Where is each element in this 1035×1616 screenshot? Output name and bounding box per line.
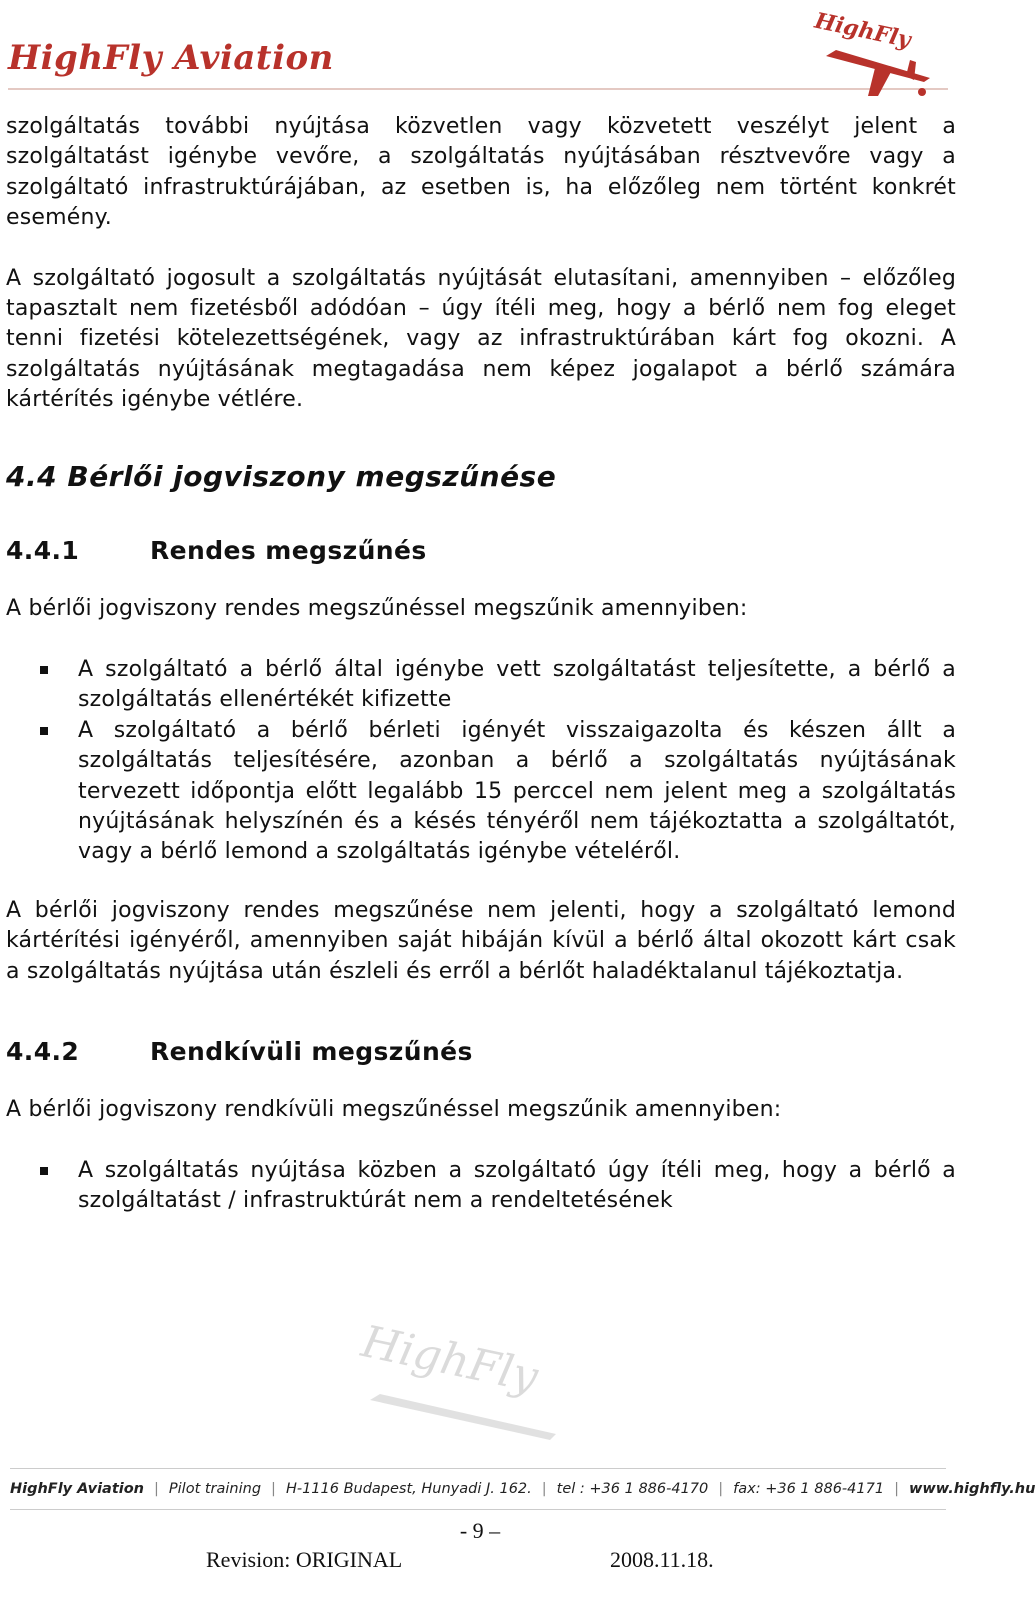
- footer-address: H-1116 Budapest, Hunyadi J. 162.: [285, 1481, 532, 1497]
- page-header: [0, 0, 960, 105]
- bullet-list: [6, 655, 956, 868]
- footer-fax: fax: +36 1 886-4171: [733, 1481, 885, 1497]
- subsection-number: 4.4.2: [6, 1036, 80, 1066]
- bullet-list: [6, 1156, 956, 1217]
- subsection-title: Rendes megszűnés: [150, 536, 427, 566]
- subsection-title: Rendkívüli megszűnés: [150, 1036, 473, 1066]
- paragraph: A szolgáltató jogosult a szolgáltatás nyújtását elutasítani, amennyiben – előzőleg tapasztalt nem fizetésből adódóan – úgy ítéli meg, hogy a bérlő nem fog eleget tenni fizetési kötelezettségének, vagy az infrastruktúrában kárt fog okozni. A szolgáltatás nyújtásának megtagadása nem képez jogalapot a bérlő számára kártérítés igénybe vétlére.: [6, 265, 956, 413]
- paragraph: A bérlői jogviszony rendes megszűnése nem jelenti, hogy a szolgáltató lemond kártérítési igényéről, amennyiben saját hibáján kívül a bérlő által okozott kárt csak a szolgáltatás nyújtása után észleli és erről a bérlőt haladéktalanul tájékoztatja.: [6, 897, 956, 984]
- list-item: [6, 1156, 956, 1217]
- footer-tel: tel : +36 1 886-4170: [556, 1481, 709, 1497]
- document-body: [6, 112, 956, 1217]
- list-item: [6, 716, 956, 868]
- highfly-watermark-icon: [330, 1310, 580, 1460]
- section-heading: 4.4 Bérlői jogviszony megszűnése: [6, 459, 557, 493]
- svg-text:HighFly: HighFly: [357, 1316, 543, 1404]
- paragraph: A bérlői jogviszony rendkívüli megszűnéssel megszűnik amennyiben:: [6, 1097, 782, 1123]
- revision-label: Revision: ORIGINAL: [206, 1547, 403, 1572]
- footer-service: Pilot training: [168, 1481, 262, 1497]
- bullet-square-icon: [40, 1167, 48, 1175]
- page-number: - 9 –: [459, 1518, 501, 1543]
- footer-contact-bar: HighFly Aviation | Pilot training | H-1116 Budapest, Hunyadi J. 162. | tel : +36 1 886-4170 | fax: +36 1 886-4171 | www.highfly.hu: [10, 1468, 946, 1510]
- revision-date: 2008.11.18.: [610, 1547, 714, 1572]
- plane-logo-icon: [806, 4, 946, 100]
- list-item-text: A szolgáltató a bérlő bérleti igényét visszaigazolta és készen állt a szolgáltatás teljesítésére, azonban a bérlő a szolgáltatás nyújtásának tervezett időpontja előtt legalább 15 perccel nem jelent meg a szolgáltatás nyújtásának helyszínén és a késés tényéről nem tájékoztatta a szolgáltatót, vagy a bérlő lemond a szolgáltatás igénybe vételéről.: [78, 717, 956, 865]
- paragraph: szolgáltatás további nyújtása közvetlen vagy közvetett veszélyt jelent a szolgáltatást igénybe vevőre, a szolgáltatás nyújtásában résztvevőre vagy a szolgáltató infrastruktúrájában, az esetben is, ha előzőleg nem történt konkrét esemény.: [6, 114, 956, 231]
- list-item-text: A szolgáltató a bérlő által igénybe vett szolgáltatást teljesítette, a bérlő a szolgáltatás ellenértékét kifizette: [78, 656, 956, 713]
- bullet-square-icon: [40, 666, 48, 674]
- footer-company: HighFly Aviation: [10, 1481, 145, 1497]
- svg-text:HighFly: HighFly: [812, 7, 913, 54]
- company-logo: HighFly Aviation: [8, 38, 334, 78]
- list-item-text: A szolgáltatás nyújtása közben a szolgáltató úgy ítéli meg, hogy a bérlő a szolgáltatást / infrastruktúrát nem a rendeltetésének: [78, 1157, 956, 1214]
- footer-website-link[interactable]: www.highfly.hu: [908, 1481, 1035, 1497]
- bullet-square-icon: [40, 727, 48, 735]
- subsection-heading: [6, 536, 956, 566]
- paragraph: A bérlői jogviszony rendes megszűnéssel megszűnik amennyiben:: [6, 596, 748, 622]
- subsection-number: 4.4.1: [6, 536, 80, 566]
- list-item: [6, 655, 956, 716]
- subsection-heading: [6, 1037, 956, 1067]
